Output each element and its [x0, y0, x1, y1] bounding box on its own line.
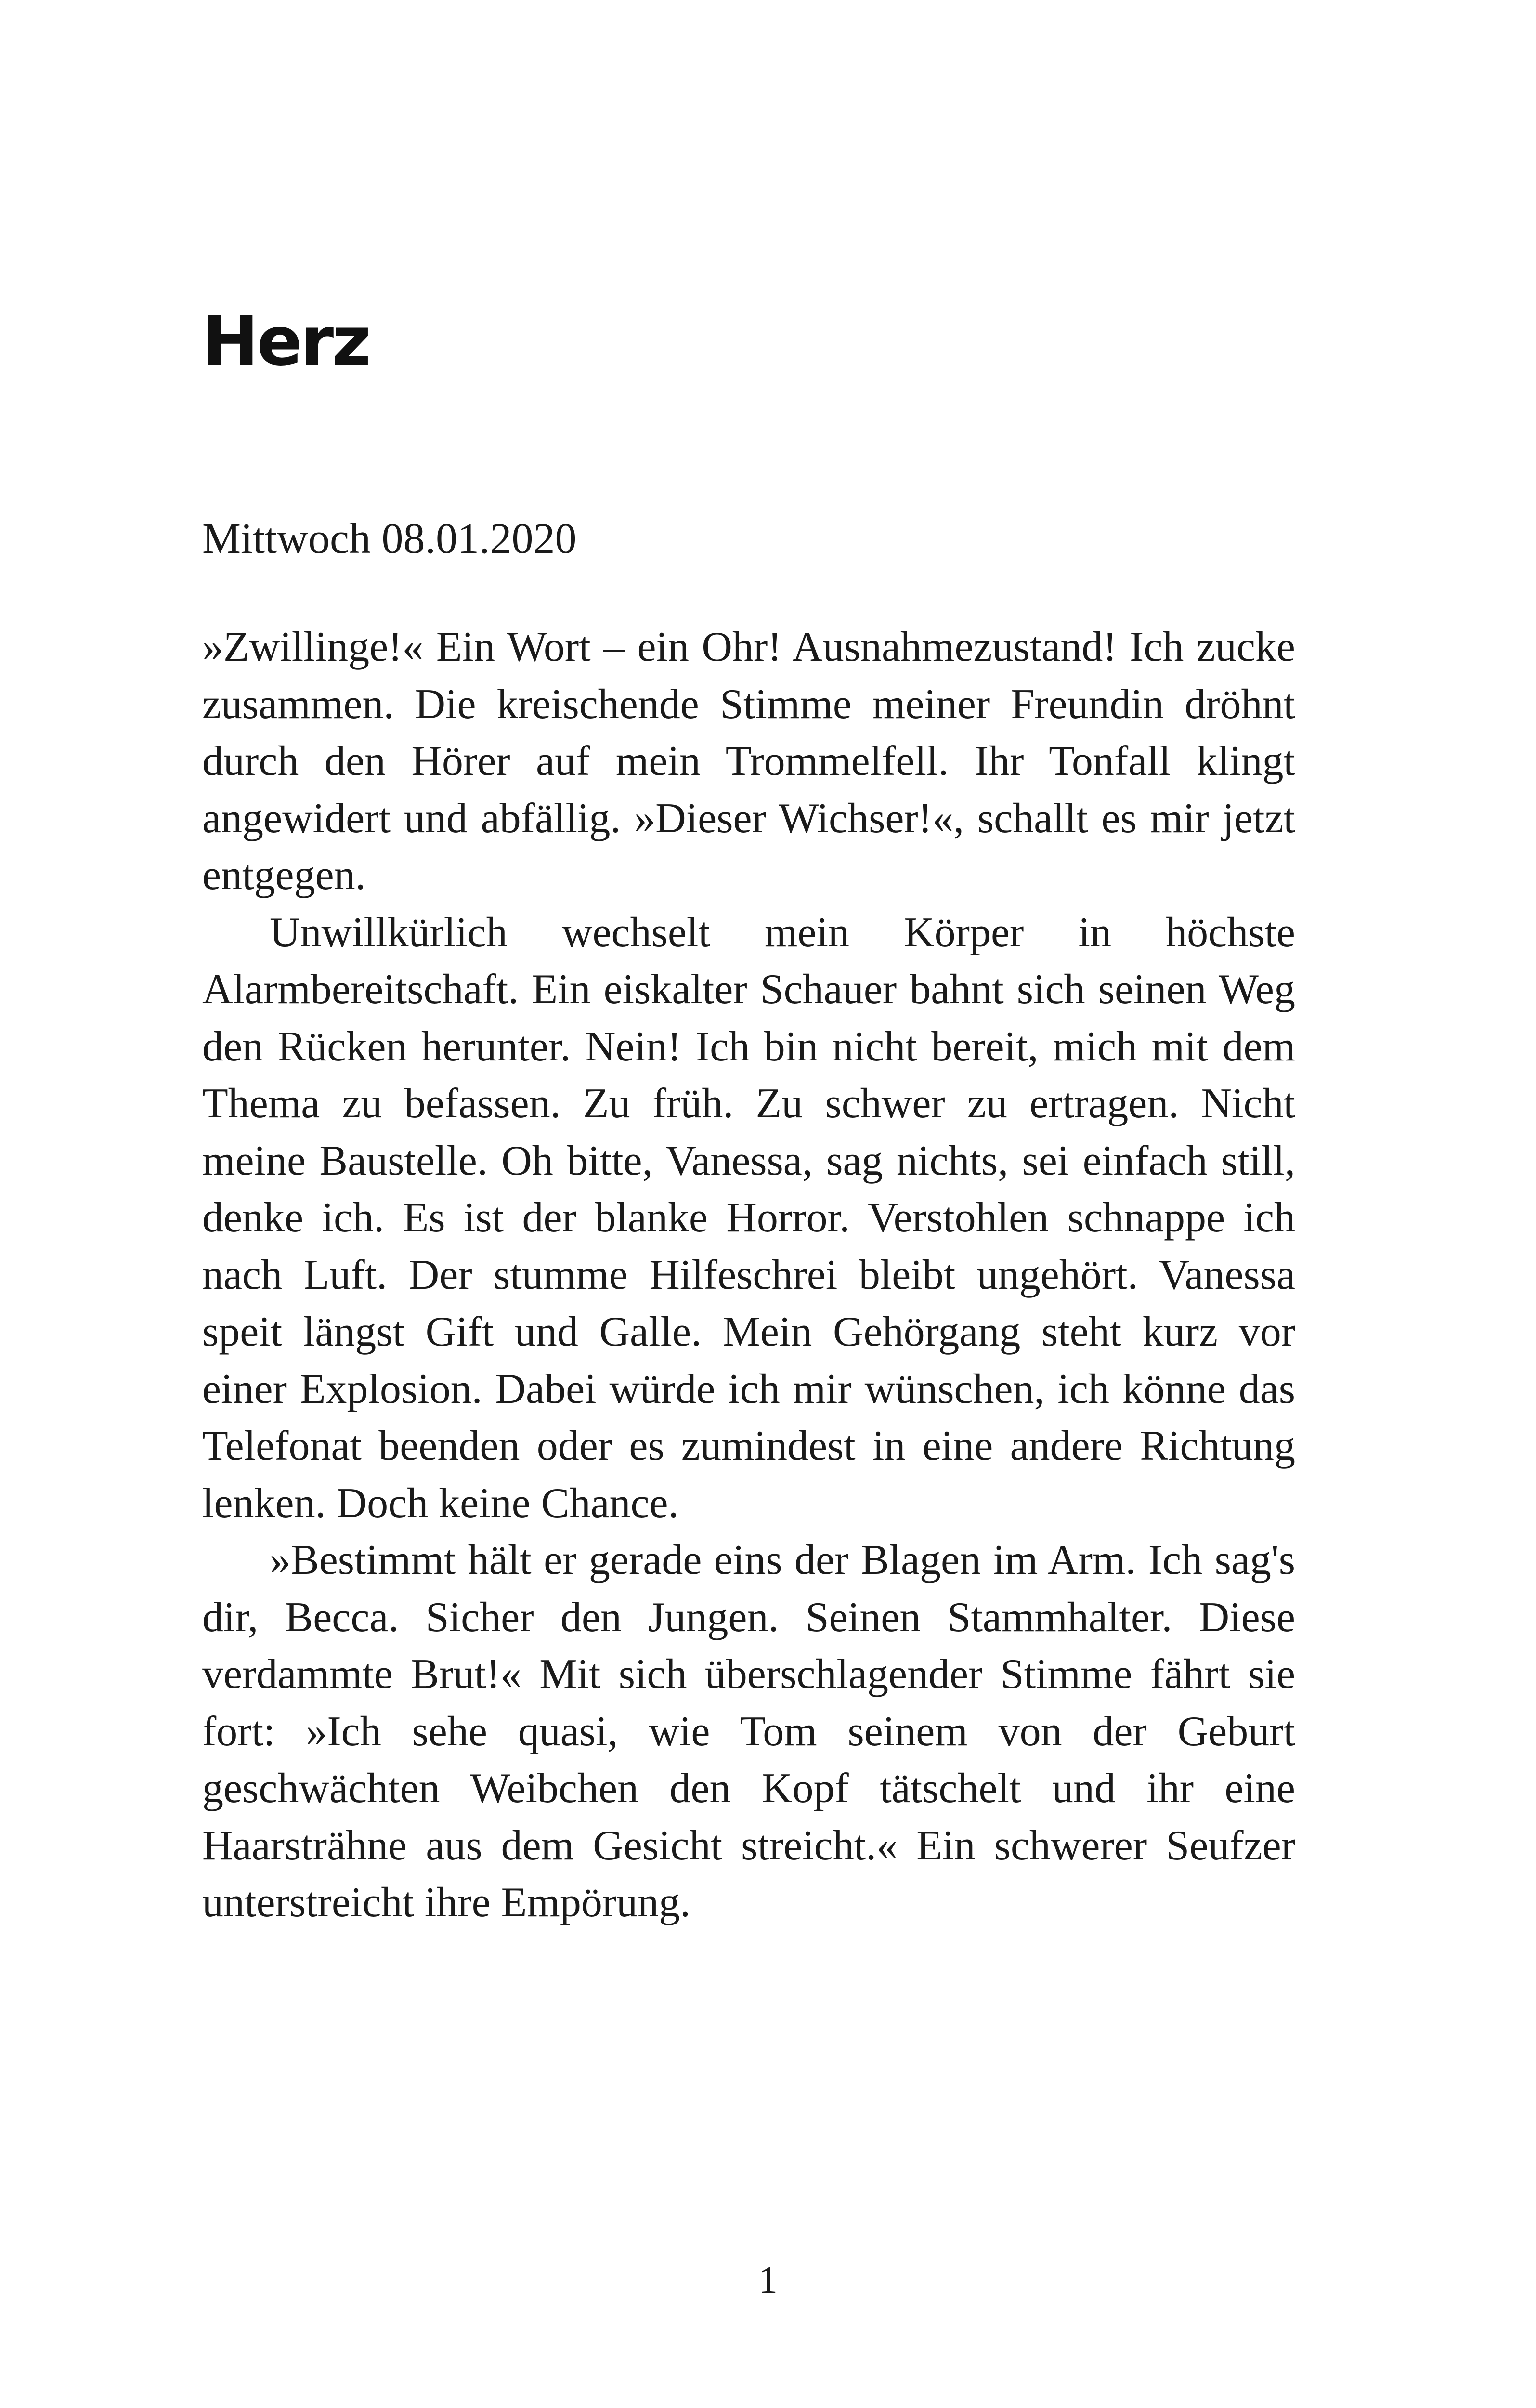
entry-date: Mittwoch 08.01.2020 [202, 515, 577, 563]
paragraph-3: »Bestimmt hält er gerade eins der Blagen im Arm. Ich sag's dir, Becca. Sicher den Jungen. Seinen Stammhalter. Diese verdammte Brut!« Mit sich überschlagender Stimme fährt sie fort: »Ich sehe quasi, wie Tom seinem von der Geburt geschwächten Weibchen den Kopf tätschelt und ihr eine Haarsträhne aus dem Gesicht streicht.« Ein schwerer Seufzer unterstreicht ihre Empörung. [202, 1537, 1295, 1926]
page-number: 1 [758, 2259, 778, 2302]
chapter-title: Herz [202, 302, 369, 381]
paragraph-2: Unwillkürlich wechselt mein Körper in höchste Alarmbereitschaft. Ein eiskalter Schauer bahnt sich seinen Weg den Rücken herunter. Nein! Ich bin nicht bereit, mich mit dem Thema zu befassen. Zu früh. Zu schwer zu ertragen. Nicht meine Baustelle. Oh bitte, Vanessa, sag nichts, sei einfach still, denke ich. Es ist der blanke Horror. Verstohlen schnappe ich nach Luft. Der stumme Hilfeschrei bleibt ungehört. Vanessa speit längst Gift und Galle. Mein Gehörgang steht kurz vor einer Explosion. Dabei würde ich mir wünschen, ich könne das Telefonat beenden oder es zumindest in eine andere Richtung lenken. Doch keine Chance. [202, 909, 1295, 1527]
paragraph-1: »Zwillinge!« Ein Wort – ein Ohr! Ausnahmezustand! Ich zucke zusammen. Die kreischende Stimme meiner Freundin dröhnt durch den Hörer auf mein Trommelfell. Ihr Tonfall klingt angewidert und abfällig. »Dieser Wichser!«, schallt es mir jetzt entgegen. [202, 624, 1295, 899]
body-text [202, 619, 1295, 1932]
